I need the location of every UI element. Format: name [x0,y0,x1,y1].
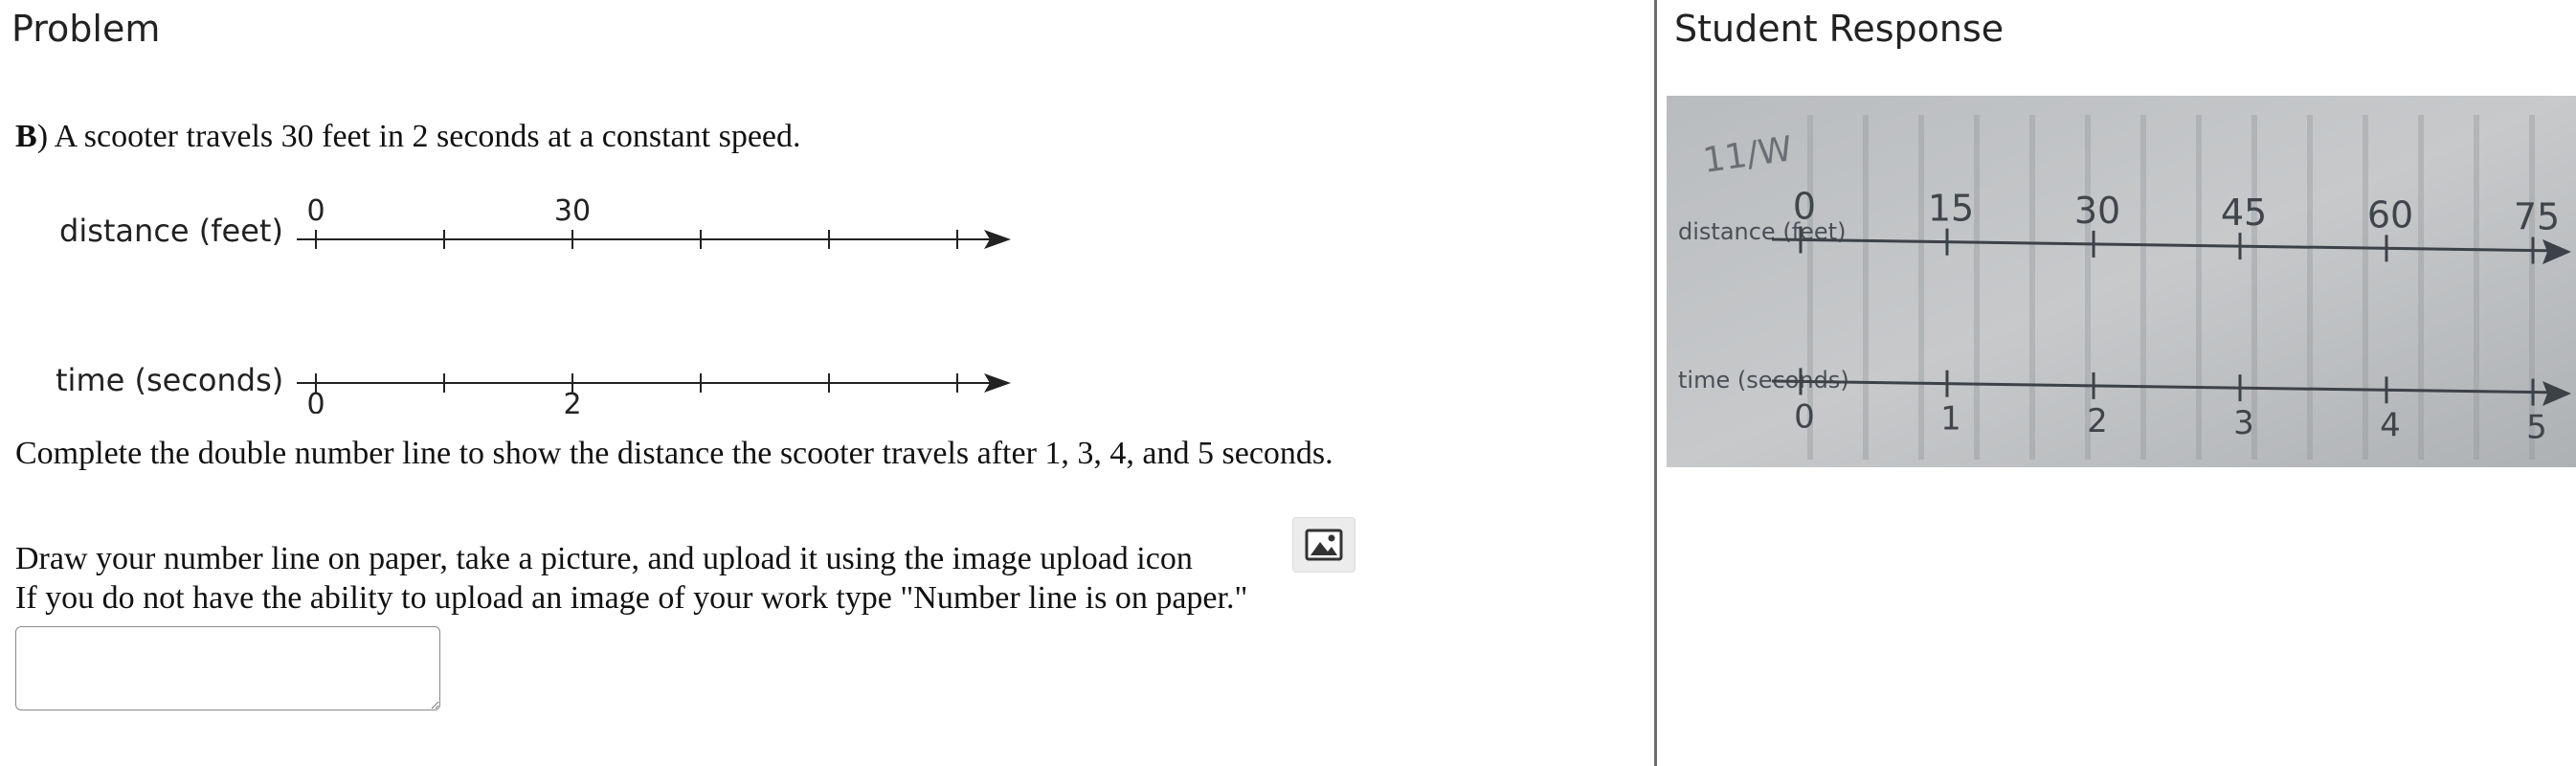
photo-time-value: 4 [2380,406,2401,445]
question-text [15,119,801,155]
photo-distance-value: 45 [2220,192,2268,235]
double-number-line-diagram [48,184,1043,414]
time-value-2: 2 [563,388,582,414]
distance-axis-label: distance (feet) [59,213,283,249]
instruction-alternative: If you do not have the ability to upload an image of your work type "Number line is on paper." [15,580,1248,616]
time-axis-label: time (seconds) [56,362,284,398]
photo-margin-note: 11/W [1700,129,1795,181]
distance-value-30: 30 [553,194,592,228]
photo-distance-value: 15 [1927,187,1975,230]
part-label: B [15,119,37,154]
photo-time-value: 0 [1794,397,1815,437]
answer-text-input[interactable] [15,626,440,710]
photo-time-value: 2 [2087,401,2108,440]
image-upload-icon [1305,529,1343,561]
photo-time-value: 1 [1940,399,1961,439]
instruction-complete-number-line: Complete the double number line to show the distance the scooter travels after 1, 3, 4, and 5 seconds. [15,436,1333,471]
student-response-panel [1657,0,2576,766]
question-statement: ) A scooter travels 30 feet in 2 seconds at a constant speed. [36,119,801,154]
student-work-photo [1667,96,2576,467]
student-response-heading: Student Response [1674,8,2005,50]
photo-distance-value: 0 [1792,185,1817,228]
photo-distance-value: 75 [2513,195,2561,238]
photo-distance-label: distance (feet) [1678,218,1847,245]
photo-distance-value: 30 [2073,189,2121,232]
time-value-0: 0 [306,388,325,414]
instruction-upload-image: Draw your number line on paper, take a picture, and upload it using the image upload icon [15,541,1193,576]
photo-time-value: 3 [2233,404,2254,443]
problem-heading: Problem [11,8,161,50]
photo-time-label: time (seconds) [1678,367,1849,394]
image-upload-button[interactable] [1292,517,1355,573]
photo-distance-value: 60 [2366,193,2414,237]
photo-time-value: 5 [2526,408,2547,447]
distance-value-0: 0 [306,194,325,228]
